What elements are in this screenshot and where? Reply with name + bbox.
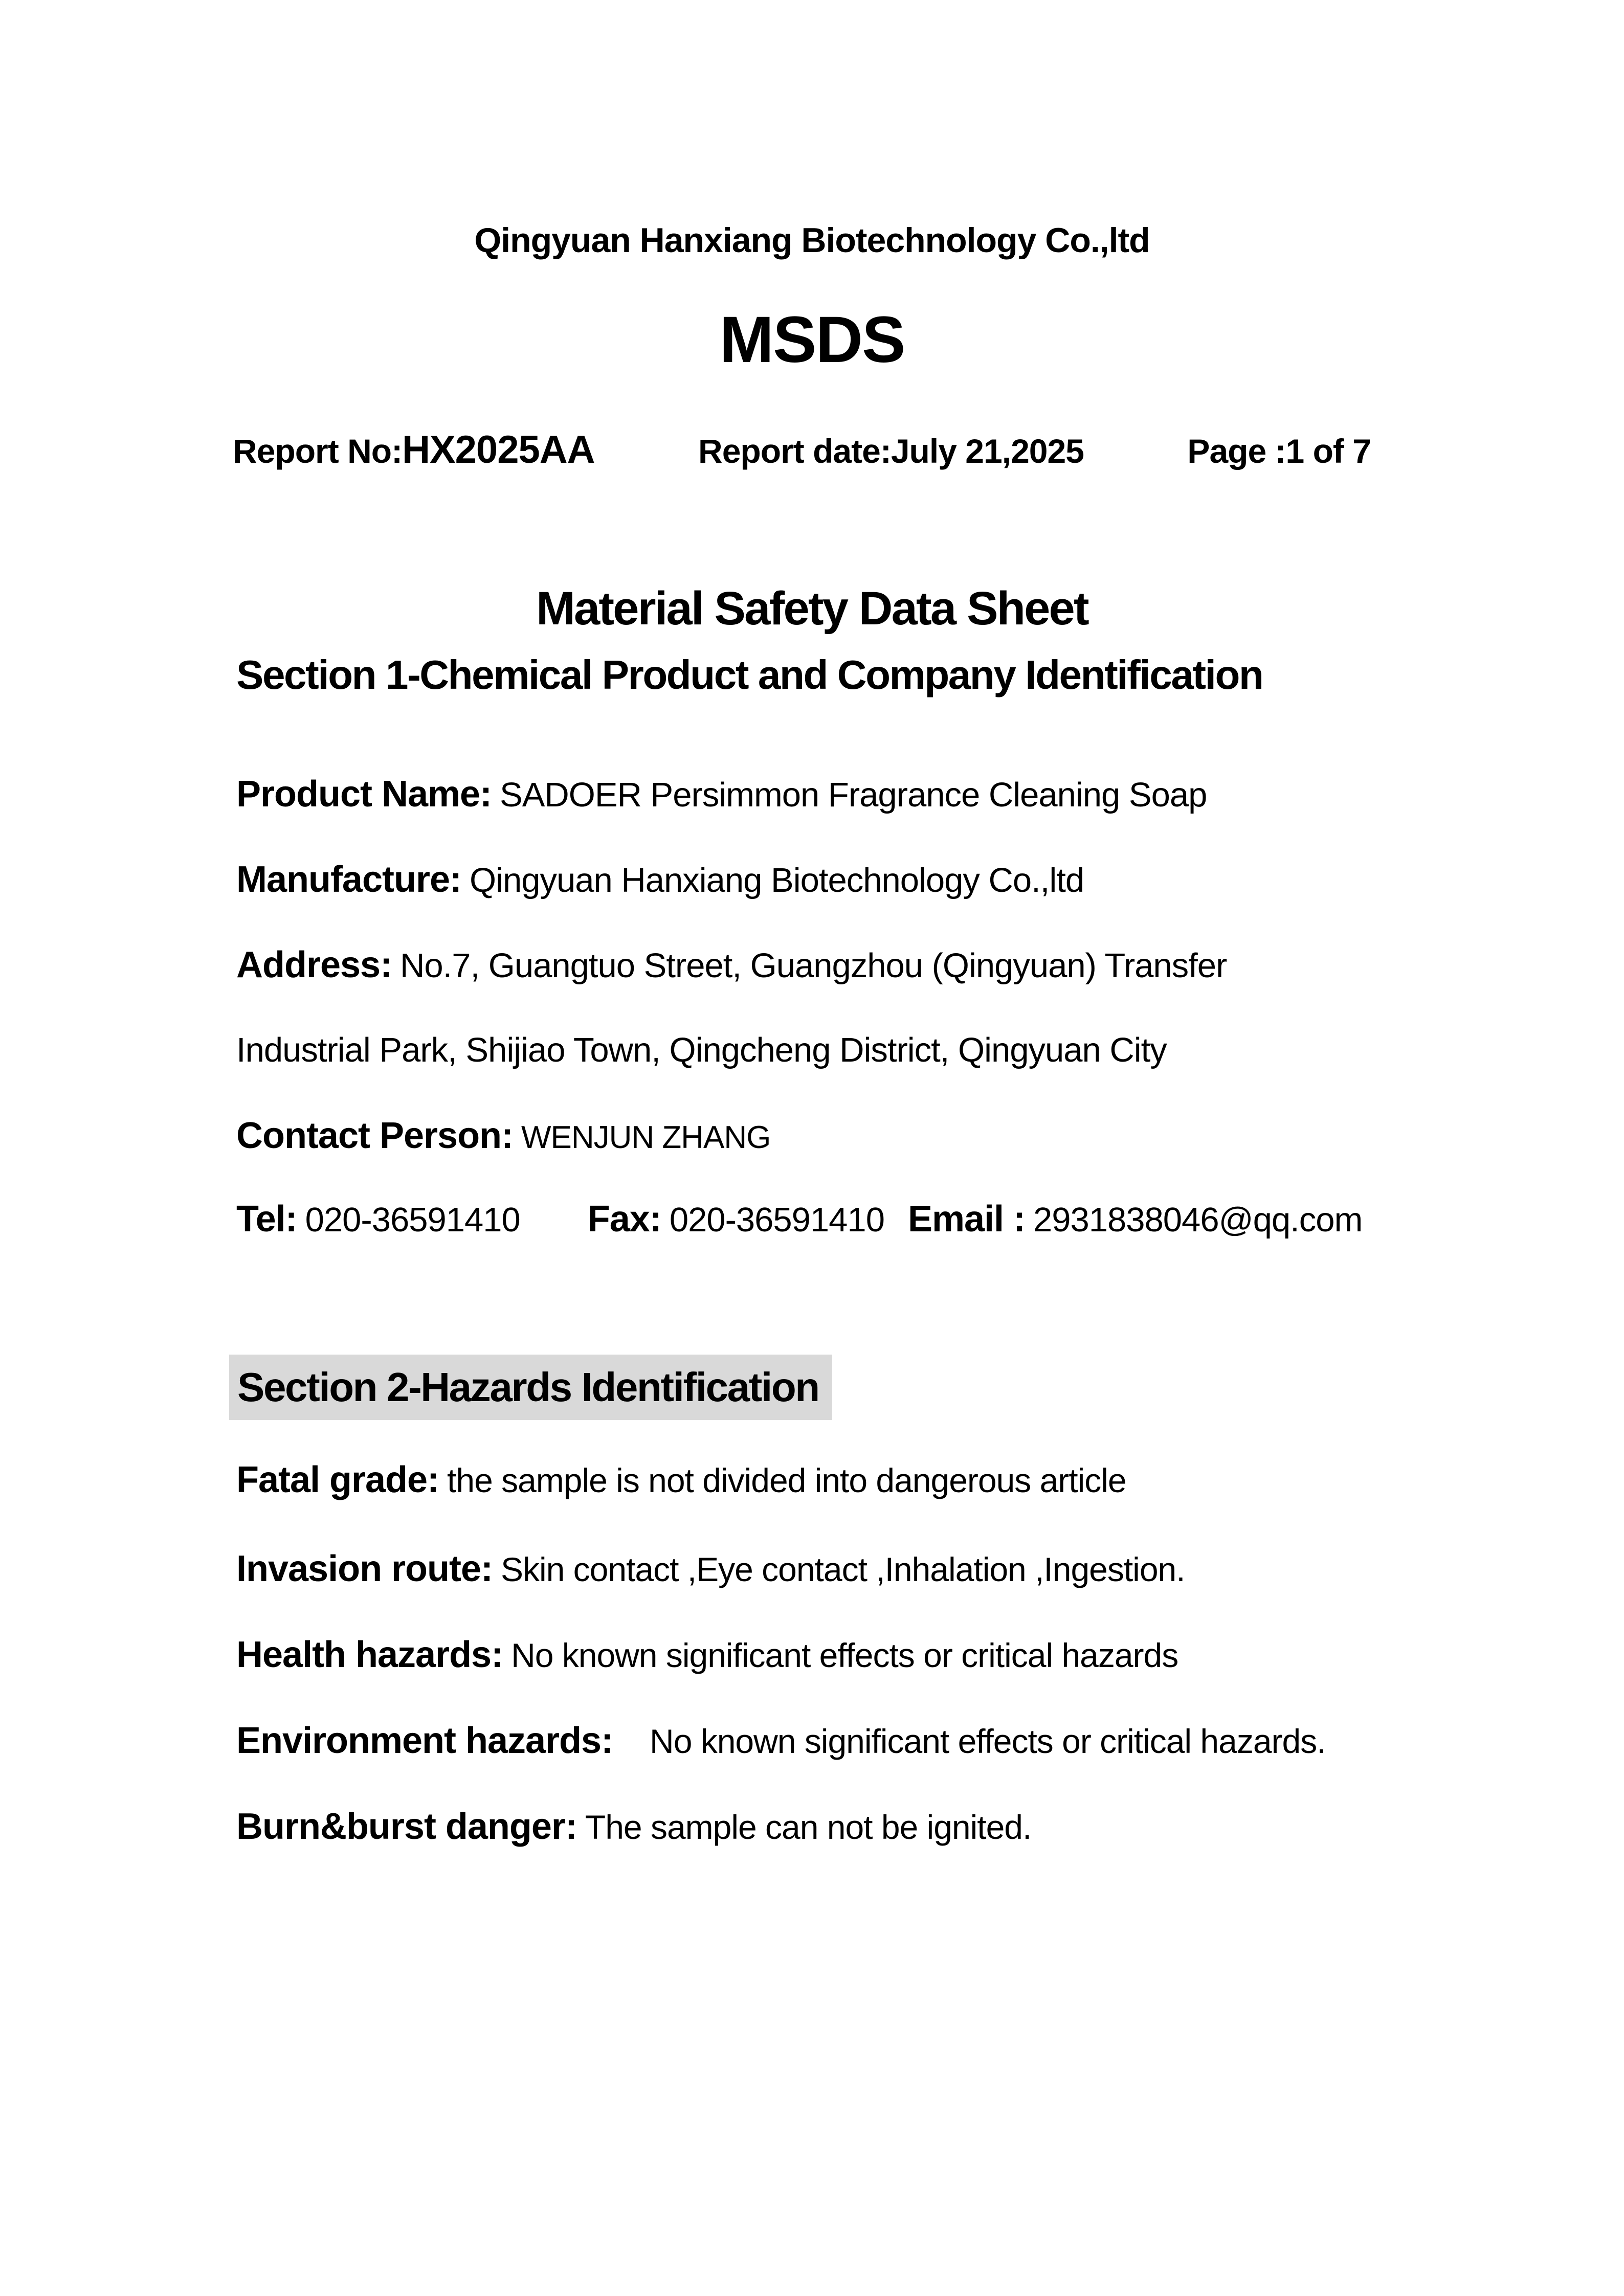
report-no	[233, 426, 595, 475]
address-line-1	[236, 943, 1227, 988]
email-label: Email :	[907, 1199, 1025, 1240]
email-value: 2931838046@qq.com	[1033, 1201, 1363, 1239]
contact-person-value: WENJUN ZHANG	[521, 1120, 771, 1155]
company-name-header: Qingyuan Hanxiang Biotechnology Co.,ltd	[474, 221, 1150, 260]
address-label: Address:	[236, 944, 392, 985]
burn-burst-danger-value: The sample can not be ignited.	[585, 1808, 1032, 1846]
address-line-2	[236, 1028, 1167, 1072]
invasion-route-value: Skin contact ,Eye contact ,Inhalation ,Ingestion.	[500, 1550, 1185, 1588]
manufacture-label: Manufacture:	[236, 859, 461, 900]
manufacture-value: Qingyuan Hanxiang Biotechnology Co.,ltd	[469, 861, 1084, 899]
page-number: Page :1 of 7	[1187, 432, 1371, 470]
health-hazards-line	[236, 1633, 1178, 1678]
section2-heading: Section 2-Hazards Identification	[229, 1355, 832, 1420]
contact-person-label: Contact Person:	[236, 1115, 513, 1156]
fax-label: Fax:	[587, 1199, 661, 1240]
report-date: Report date:July 21,2025	[698, 432, 1084, 470]
tel-fax-email-line	[236, 1197, 1362, 1242]
health-hazards-label: Health hazards:	[236, 1634, 503, 1675]
fatal-grade-label: Fatal grade:	[236, 1459, 439, 1500]
health-hazards-value: No known significant effects or critical hazards	[511, 1636, 1178, 1674]
contact-person-line	[236, 1114, 770, 1160]
tel-label: Tel:	[236, 1199, 297, 1240]
manufacture-line	[236, 858, 1084, 903]
document-title: Material Safety Data Sheet	[536, 582, 1088, 635]
product-name-label: Product Name:	[236, 774, 492, 815]
fatal-grade-line	[236, 1458, 1126, 1503]
report-no-value: HX2025AA	[402, 428, 595, 471]
burn-burst-danger-line	[236, 1805, 1031, 1850]
fatal-grade-value: the sample is not divided into dangerous article	[447, 1461, 1126, 1499]
fax-value: 020-36591410	[669, 1201, 884, 1239]
environment-hazards-line	[236, 1719, 1326, 1764]
product-name-line	[236, 772, 1207, 817]
burn-burst-danger-label: Burn&burst danger:	[236, 1806, 577, 1847]
address-value-line2: Industrial Park, Shijiao Town, Qingcheng District, Qingyuan City	[236, 1031, 1167, 1069]
invasion-route-line	[236, 1547, 1185, 1592]
environment-hazards-value: No known significant effects or critical hazards.	[650, 1722, 1326, 1760]
doc-type-title: MSDS	[719, 303, 905, 376]
report-info-row	[233, 426, 1371, 475]
product-name-value: SADOER Persimmon Fragrance Cleaning Soap	[500, 776, 1207, 814]
address-value-line1: No.7, Guangtuo Street, Guangzhou (Qingyuan) Transfer	[400, 947, 1227, 985]
environment-hazards-label: Environment hazards:	[236, 1720, 613, 1761]
tel-value: 020-36591410	[305, 1201, 520, 1239]
report-no-label: Report No:	[233, 432, 403, 470]
invasion-route-label: Invasion route:	[236, 1548, 493, 1589]
section1-heading: Section 1-Chemical Product and Company Identification	[236, 652, 1263, 697]
